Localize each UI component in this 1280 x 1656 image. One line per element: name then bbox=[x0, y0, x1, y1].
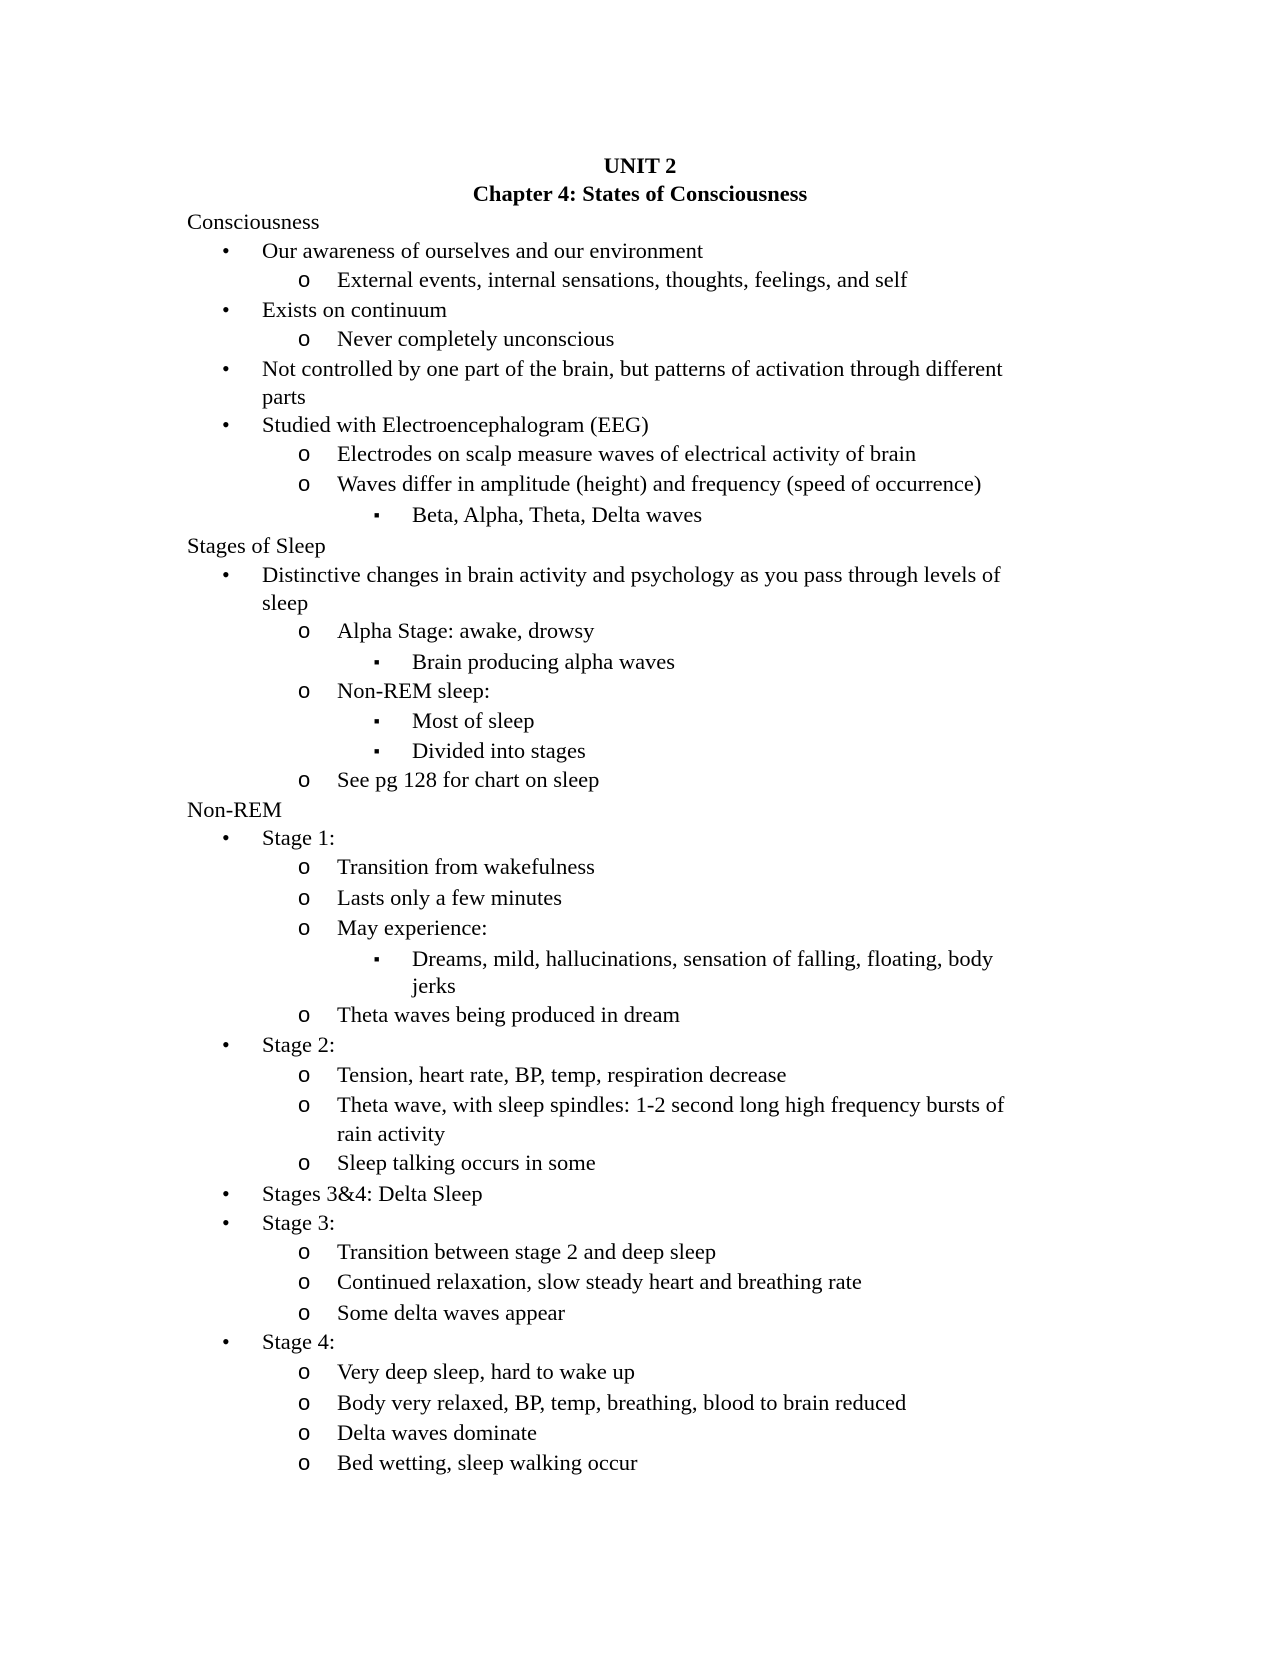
circle-bullet-icon: o bbox=[298, 1150, 311, 1175]
list-item: Lasts only a few minutes bbox=[337, 885, 562, 910]
square-bullet-icon: ■ bbox=[374, 746, 380, 756]
list-item: Theta wave, with sleep spindles: 1-2 second long high frequency bursts of bbox=[337, 1092, 1005, 1117]
list-item: Stage 1: bbox=[262, 825, 336, 850]
square-bullet-icon: ■ bbox=[374, 657, 380, 667]
list-item: Alpha Stage: awake, drowsy bbox=[337, 618, 595, 643]
section-heading: Consciousness bbox=[187, 209, 320, 234]
circle-bullet-icon: o bbox=[298, 1062, 311, 1087]
circle-bullet-icon: o bbox=[298, 915, 311, 940]
circle-bullet-icon: o bbox=[298, 441, 311, 466]
list-item: May experience: bbox=[337, 915, 488, 940]
bullet-icon: • bbox=[222, 1210, 230, 1235]
bullet-icon: • bbox=[222, 825, 230, 850]
list-item: Continued relaxation, slow steady heart and breathing rate bbox=[337, 1269, 862, 1294]
circle-bullet-icon: o bbox=[298, 1390, 311, 1415]
chapter-heading: Chapter 4: States of Consciousness bbox=[472, 181, 808, 206]
circle-bullet-icon: o bbox=[298, 1092, 311, 1117]
list-item: External events, internal sensations, thoughts, feelings, and self bbox=[337, 267, 908, 292]
list-item: Body very relaxed, BP, temp, breathing, blood to brain reduced bbox=[337, 1390, 907, 1415]
list-item: Not controlled by one part of the brain, but patterns of activation through different bbox=[262, 356, 1003, 381]
section-heading: Non-REM bbox=[187, 797, 282, 822]
list-item: Most of sleep bbox=[412, 708, 535, 733]
list-item: Stage 4: bbox=[262, 1329, 336, 1354]
list-item: Distinctive changes in brain activity and psychology as you pass through levels of bbox=[262, 562, 1001, 587]
circle-bullet-icon: o bbox=[298, 618, 311, 643]
list-item: parts bbox=[262, 384, 306, 409]
list-item: jerks bbox=[412, 973, 456, 998]
circle-bullet-icon: o bbox=[298, 1300, 311, 1325]
bullet-icon: • bbox=[222, 1032, 230, 1057]
list-item: Bed wetting, sleep walking occur bbox=[337, 1450, 638, 1475]
list-item: Divided into stages bbox=[412, 738, 586, 763]
bullet-icon: • bbox=[222, 238, 230, 263]
list-item: Very deep sleep, hard to wake up bbox=[337, 1359, 636, 1384]
list-item: Exists on continuum bbox=[262, 297, 447, 322]
list-item: See pg 128 for chart on sleep bbox=[337, 767, 600, 792]
circle-bullet-icon: o bbox=[298, 267, 311, 292]
bullet-icon: • bbox=[222, 562, 230, 587]
square-bullet-icon: ■ bbox=[374, 510, 380, 520]
square-bullet-icon: ■ bbox=[374, 954, 380, 964]
list-item: Transition between stage 2 and deep sleep bbox=[337, 1239, 717, 1264]
list-item: Our awareness of ourselves and our environment bbox=[262, 238, 704, 263]
list-item: Beta, Alpha, Theta, Delta waves bbox=[412, 502, 703, 527]
list-item: Some delta waves appear bbox=[337, 1300, 566, 1325]
circle-bullet-icon: o bbox=[298, 1450, 311, 1475]
circle-bullet-icon: o bbox=[298, 1002, 311, 1027]
circle-bullet-icon: o bbox=[298, 471, 311, 496]
list-item: Never completely unconscious bbox=[337, 326, 615, 351]
list-item: Studied with Electroencephalogram (EEG) bbox=[262, 412, 649, 437]
circle-bullet-icon: o bbox=[298, 885, 311, 910]
list-item: Brain producing alpha waves bbox=[412, 649, 676, 674]
list-item: Electrodes on scalp measure waves of electrical activity of brain bbox=[337, 441, 917, 466]
circle-bullet-icon: o bbox=[298, 1239, 311, 1264]
list-item: Sleep talking occurs in some bbox=[337, 1150, 596, 1175]
list-item: Transition from wakefulness bbox=[337, 854, 595, 879]
bullet-icon: • bbox=[222, 356, 230, 381]
circle-bullet-icon: o bbox=[298, 1359, 311, 1384]
circle-bullet-icon: o bbox=[298, 678, 311, 703]
list-item: sleep bbox=[262, 590, 309, 615]
bullet-icon: • bbox=[222, 412, 230, 437]
list-item: Delta waves dominate bbox=[337, 1420, 537, 1445]
circle-bullet-icon: o bbox=[298, 854, 311, 879]
bullet-icon: • bbox=[222, 1181, 230, 1206]
list-item: rain activity bbox=[337, 1121, 446, 1146]
bullet-icon: • bbox=[222, 297, 230, 322]
list-item: Tension, heart rate, BP, temp, respiration decrease bbox=[337, 1062, 787, 1087]
circle-bullet-icon: o bbox=[298, 326, 311, 351]
circle-bullet-icon: o bbox=[298, 767, 311, 792]
square-bullet-icon: ■ bbox=[374, 716, 380, 726]
bullet-icon: • bbox=[222, 1329, 230, 1354]
list-item: Stage 3: bbox=[262, 1210, 336, 1235]
circle-bullet-icon: o bbox=[298, 1269, 311, 1294]
list-item: Non-REM sleep: bbox=[337, 678, 491, 703]
list-item: Stages 3&4: Delta Sleep bbox=[262, 1181, 483, 1206]
section-heading: Stages of Sleep bbox=[187, 533, 326, 558]
unit-heading: UNIT 2 bbox=[603, 153, 677, 178]
list-item: Waves differ in amplitude (height) and frequency (speed of occurrence) bbox=[337, 471, 982, 496]
list-item: Dreams, mild, hallucinations, sensation of falling, floating, body bbox=[412, 946, 994, 971]
circle-bullet-icon: o bbox=[298, 1420, 311, 1445]
list-item: Theta waves being produced in dream bbox=[337, 1002, 680, 1027]
list-item: Stage 2: bbox=[262, 1032, 336, 1057]
